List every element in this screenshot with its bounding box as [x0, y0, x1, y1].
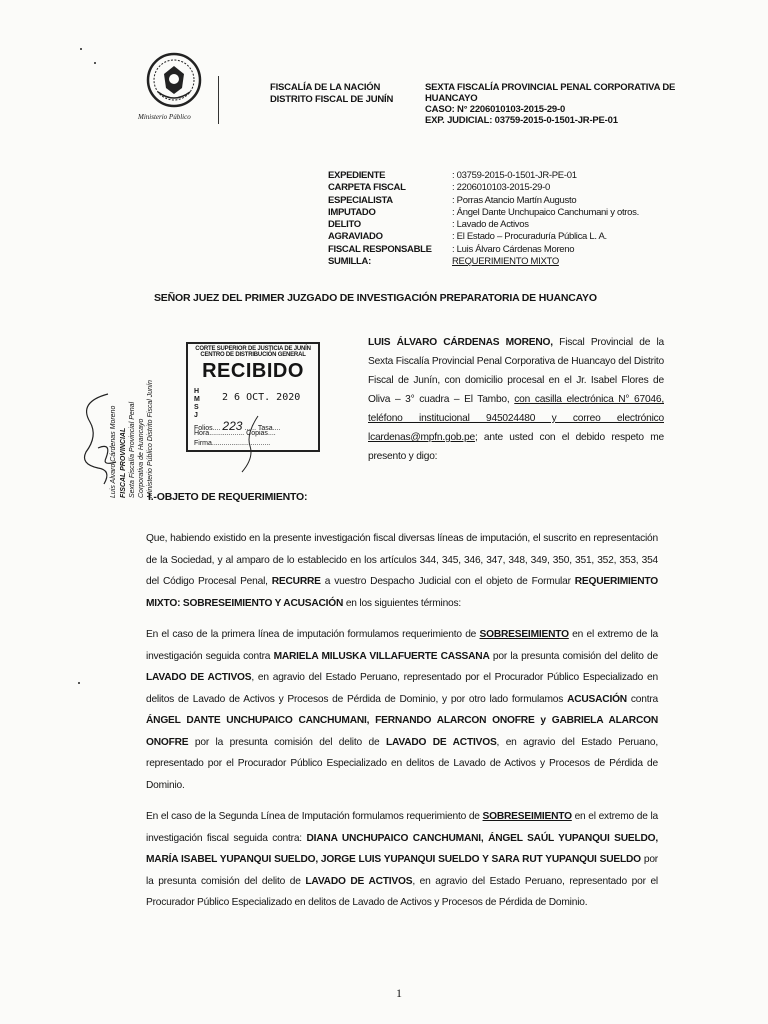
- scan-speck: [78, 682, 80, 684]
- text-bold: LAVADO DE ACTIVOS: [385, 736, 497, 748]
- stamp-month-letter: S: [194, 404, 199, 411]
- recibido-stamp: [186, 342, 320, 452]
- text-bold: ÁNGEL DANTE UNCHUPAICO CANCHUMANI, FERNANDO ALARCON ONOFRE y GABRIELA ALARCON ONOFRE: [146, 715, 658, 748]
- stamp-signature-icon: [228, 414, 268, 474]
- section-title: I.-OBJETO DE REQUERIMIENTO:: [148, 491, 308, 503]
- case-value: : El Estado – Procuraduría Pública L. A.: [452, 231, 607, 243]
- case-label: FISCAL RESPONSABLE: [328, 243, 432, 255]
- case-value: : Luis Álvaro Cárdenas Moreno: [452, 243, 575, 255]
- scan-speck: [94, 62, 96, 64]
- case-label: DELITO: [328, 219, 361, 231]
- header-exp-judicial: EXP. JUDICIAL: 03759-2015-0-1501-JR-PE-01: [425, 115, 618, 126]
- case-label: AGRAVIADO: [328, 231, 383, 243]
- stamp-hora-label: Hora: [194, 430, 210, 437]
- stamp-firma-label: Firma: [194, 440, 212, 447]
- header-fiscalia: FISCALÍA DE LA NACIÓN: [270, 82, 381, 93]
- side-stamp-line: Corporativa de Huancayo: [138, 418, 145, 498]
- stamp-date: 2 6 OCT. 2020: [222, 392, 301, 403]
- text-bold: DIANA UNCHUPAICO CANCHUMANI, ÁNGEL SAÚL YUPANQUI SUELDO, MARÍA ISABEL YUPANQUI SUELDO, JORGE LUIS YUPANQUI SUELDO Y SARA RUT YUPANQUI SUELDO: [146, 832, 659, 865]
- text: En el caso de la Segunda Línea de Imputación formulamos requerimiento de: [146, 811, 483, 822]
- case-value: : Lavado de Activos: [452, 219, 529, 231]
- text: en el extremo de la investigación seguida contra: [146, 629, 658, 662]
- stamp-folios-row: Folios.... 223 ...... Tasa....: [194, 419, 281, 433]
- stamp-recibido: RECIBIDO: [202, 360, 304, 382]
- paragraph-primera-linea: [146, 624, 658, 796]
- side-stamp-line: Luis Alvaro Cárdenas Moreno: [110, 405, 117, 498]
- intro-paragraph: [368, 333, 664, 466]
- case-label: ESPECIALISTA: [328, 194, 393, 206]
- stamp-tasa-label: Tasa: [257, 425, 273, 432]
- page-number: 1: [396, 986, 402, 1000]
- case-value: : 03759-2015-0-1501-JR-PE-01: [452, 170, 577, 181]
- text-bold: MARIELA MILUSKA VILLAFUERTE CASSANA: [273, 650, 490, 662]
- stamp-month-letter: M: [194, 396, 200, 403]
- text: por la presunta comisión del delito de: [146, 854, 658, 887]
- text-bold-underline: SOBRESEIMIENTO: [479, 629, 569, 640]
- text-bold: ACUSACIÓN: [567, 693, 627, 705]
- case-label: EXPEDIENTE: [328, 170, 386, 181]
- text: en los siguientes términos:: [343, 597, 462, 609]
- text-bold-underline: SOBRESEIMIENTO: [482, 811, 572, 822]
- paragraph-objeto: [146, 528, 658, 614]
- stamp-month-letter: J: [194, 412, 198, 419]
- case-label: CARPETA FISCAL: [328, 182, 406, 194]
- stamp-folios-label: Folios: [194, 425, 213, 432]
- header-huancayo: HUANCAYO: [425, 93, 478, 104]
- sumilla-value: REQUERIMIENTO MIXTO: [452, 256, 559, 268]
- fiscal-name: LUIS ÁLVARO CÁRDENAS MORENO,: [368, 337, 553, 348]
- intro-contact: con casilla electrónica N° 67046, teléfono institucional 945024480 y correo electrónico lcardenas@mpfn.gob.pe: [368, 394, 664, 443]
- stamp-firma-row: Firma..............................: [194, 440, 271, 447]
- case-label: SUMILLA:: [328, 256, 371, 268]
- text: por la presunta comisión del delito de: [188, 736, 386, 748]
- header-caso: CASO: N° 2206010103-2015-29-0: [425, 104, 566, 115]
- stamp-court: CORTE SUPERIOR DE JUSTICIA DE JUNÍN: [195, 346, 311, 352]
- scan-speck: [80, 48, 82, 50]
- case-value: : Porras Atancio Martín Augusto: [452, 194, 577, 206]
- text: contra: [626, 693, 658, 705]
- case-label: IMPUTADO: [328, 206, 376, 218]
- stamp-folios-value: 223: [222, 419, 243, 433]
- text: , en agravio del Estado Peruano, representado por el Procurador Público Especializado en delitos de Lavado de Activos y Procesos de Pérdida de Dominio.: [146, 736, 658, 791]
- text-bold: LAVADO DE ACTIVOS: [305, 875, 413, 887]
- header-divider: [218, 76, 219, 124]
- text-bold: REQUERIMIENTO MIXTO: SOBRESEIMIENTO Y ACUSACIÓN: [146, 576, 658, 609]
- handwritten-signature-icon: [68, 392, 148, 492]
- text-bold: RECURRE: [271, 576, 321, 587]
- side-stamp-line: FISCAL PROVINCIAL: [120, 427, 127, 498]
- ministerio-publico-seal-icon: [146, 52, 202, 108]
- stamp-months: [194, 388, 200, 420]
- text: por la presunta comisión del delito de: [489, 650, 658, 662]
- header-left: [270, 82, 393, 106]
- ministerio-publico-caption: Ministerio Público: [138, 113, 191, 121]
- side-stamp-line: Sexta Fiscalía Provincial Penal: [129, 401, 136, 498]
- text: en el extremo de la investigación fiscal seguida contra:: [146, 811, 658, 844]
- text: , en agravio del Estado Peruano, representado por el Procurador Público Especializado en delitos de Lavado de Activos y Procesos de Pérdida de Dominio, y por otro lado formulamos: [146, 672, 658, 705]
- text-bold: LAVADO DE ACTIVOS: [146, 672, 252, 683]
- side-stamp-line: Ministerio Público Distrito Fiscal Junín: [147, 380, 154, 498]
- text: Que, habiendo existido en la presente investigación fiscal diversas líneas de imputación, el suscrito en representación de la Sociedad, y al amparo de lo establecido en los artículos 344, 345, 346, 347, 348, 349, 350, 351, 352, 353, 354 del Código Procesal Penal,: [146, 533, 658, 587]
- intro-text: Fiscal Provincial de la Sexta Fiscalía Provincial Penal Corporativa de Huancayo del Distrito Fiscal de Junín, con domicilio procesal en el Jr. Isabel Flores de Oliva – 3° cuadra – El Tambo,: [368, 337, 664, 405]
- header-right: [425, 82, 685, 126]
- text: En el caso de la primera línea de imputación formulamos requerimiento de: [146, 629, 480, 640]
- stamp-center: CENTRO DE DISTRIBUCIÓN GENERAL: [200, 352, 306, 358]
- text: , en agravio del Estado Peruano, representado por el Procurador Público Especializado en delitos de Lavado de Activos y Procesos de Pérdida de Dominio.: [146, 875, 658, 908]
- case-value: : 2206010103-2015-29-0: [452, 182, 550, 194]
- paragraph-segunda-linea: [146, 806, 658, 914]
- case-value: : Ángel Dante Unchupaico Canchumani y otros.: [452, 206, 639, 218]
- header-sexta-fiscalia: SEXTA FISCALÍA PROVINCIAL PENAL CORPORATIVA DE: [425, 82, 676, 93]
- header-distrito: DISTRITO FISCAL DE JUNÍN: [270, 94, 394, 105]
- stamp-month-letter: H: [194, 388, 200, 395]
- intro-closing: ; ante usted con el debido respeto me presento y digo:: [368, 432, 664, 462]
- stamp-copias-label: Copias: [246, 430, 268, 437]
- stamp-hora-row: Hora.................. Copias....: [194, 430, 276, 437]
- text: a vuestro Despacho Judicial con el objeto de Formular: [320, 576, 575, 587]
- addressee: SEÑOR JUEZ DEL PRIMER JUZGADO DE INVESTIGACIÓN PREPARATORIA DE HUANCAYO: [154, 292, 597, 304]
